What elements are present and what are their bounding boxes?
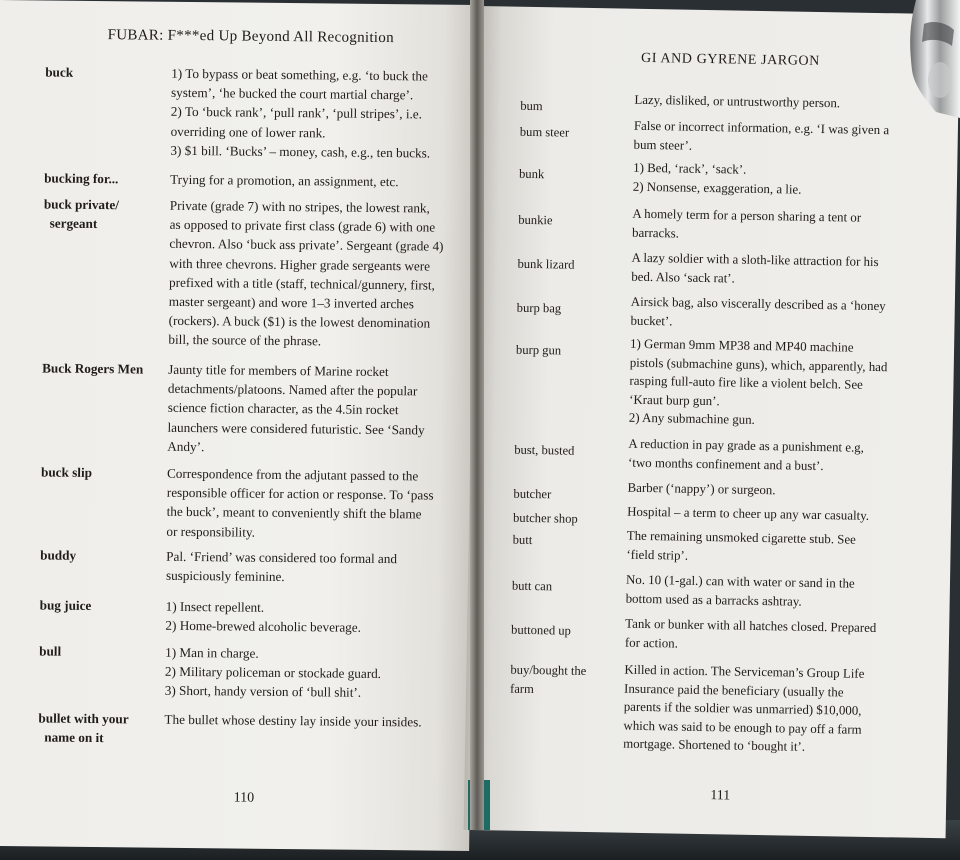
left-page-number: 110: [233, 790, 255, 806]
term-line: farm: [509, 681, 534, 697]
entry-term: [42, 358, 164, 378]
term-line: buck: [45, 64, 74, 80]
glossary-entry: [468, 568, 950, 609]
entry-definition: [167, 360, 448, 459]
definition-line: with three chevrons. Higher grade sergeants were: [169, 255, 431, 274]
definition-line: barracks.: [631, 225, 680, 241]
definition-line: 1) German 9mm MP38 and MP40 machine: [630, 336, 854, 355]
term-line: bull: [39, 643, 62, 659]
term-line: bum: [520, 98, 543, 114]
entry-term: [45, 62, 167, 82]
entry-definition: [634, 91, 900, 114]
entry-term: [510, 661, 621, 701]
definition-line: Trying for a promotion, an assignment, etc.: [170, 171, 399, 190]
definition-line: Insurance paid the beneficiary (usually the: [623, 681, 844, 700]
definition-line: ‘Kraut burp gun’.: [629, 392, 720, 409]
term-line: burp bag: [516, 300, 562, 316]
term-line: butcher: [513, 486, 552, 502]
definition-line: or responsibility.: [166, 523, 256, 540]
entry-term: [516, 341, 626, 362]
term-line: bucking for...: [44, 170, 119, 187]
definition-line: bottom used as a barracks ashtray.: [625, 591, 802, 609]
right-running-head: GI AND GYRENE JARGON: [640, 50, 821, 69]
term-line: bunk lizard: [517, 256, 575, 272]
definition-line: system’, ‘he bucked the court martial charge’.: [170, 84, 414, 103]
definition-line: The remaining unsmoked cigarette stub. See: [626, 528, 856, 547]
entry-term: [513, 485, 623, 506]
entry-definition: [630, 293, 897, 335]
definition-line: launchers were considered futuristic. See ‘Sandy: [167, 419, 425, 438]
definition-line: bum steer’.: [633, 137, 693, 153]
entry-definition: [623, 661, 891, 759]
entry-term: [518, 211, 628, 232]
term-line: sergeant: [49, 215, 98, 232]
entry-term: [514, 441, 624, 462]
definition-line: Tank or bunker with all hatches closed. Prepared: [625, 616, 877, 636]
glossary-entry: [471, 432, 953, 473]
term-line: bust, busted: [514, 442, 575, 458]
entry-term: [44, 194, 166, 233]
right-page-number: 111: [710, 788, 731, 804]
entry-term: [40, 595, 162, 615]
glossary-entry: [477, 88, 959, 114]
entry-definition: [631, 249, 898, 291]
definition-line: 2) Military policeman or stockade guard.: [164, 663, 382, 682]
term-line: buttoned up: [510, 622, 572, 638]
entry-definition: [629, 335, 897, 433]
term-line: burp gun: [515, 342, 562, 358]
definition-line: bill, the source of the phrase.: [168, 332, 322, 349]
entry-definition: [170, 170, 450, 192]
entry-definition: [627, 479, 893, 502]
entry-term: [38, 708, 160, 747]
definition-line: science fiction character, as the 4.5in rocket: [167, 400, 399, 418]
entry-definition: [166, 464, 447, 544]
definition-line: bed. Also ‘sack rat’.: [631, 269, 735, 286]
definition-line: pistols (submachine guns), which, apparently, had: [629, 355, 888, 374]
term-line: name on it: [44, 729, 104, 746]
entry-term: [519, 165, 629, 186]
definition-line: Hospital – a term to cheer up any war casualty.: [627, 504, 870, 523]
definition-line: ‘two months confinement and a bust’.: [627, 455, 824, 473]
term-line: buddy: [40, 547, 77, 563]
definition-line: False or incorrect information, e.g. ‘I was given a: [633, 118, 890, 138]
definition-line: detachments/platoons. Named after the popular: [167, 380, 418, 399]
entry-term: [512, 577, 622, 598]
definition-line: ‘field strip’.: [626, 547, 689, 563]
definition-line: The bullet whose destiny lay inside your insides.: [164, 711, 422, 730]
entry-definition: [633, 159, 900, 201]
entry-definition: [165, 597, 445, 638]
entry-term: [41, 462, 163, 482]
glossary-entry: [0, 462, 473, 540]
definition-line: 2) Nonsense, exaggeration, a lie.: [632, 179, 802, 197]
definition-line: (rockers). A buck ($1) is the lowest denomination: [168, 313, 431, 331]
entry-definition: [164, 710, 444, 732]
entry-term: [517, 299, 627, 320]
term-line: butt: [512, 532, 533, 548]
term-line: buck slip: [40, 464, 93, 480]
definition-line: 2) To ‘buck rank’, ‘pull rank’, ‘pull stripes’, i.e.: [170, 104, 423, 122]
definition-line: 1) Bed, ‘rack’, ‘sack’.: [633, 160, 747, 177]
entry-definition: [632, 205, 899, 247]
glossary-entry: [0, 358, 474, 454]
entry-term: [39, 641, 161, 661]
definition-line: overriding one of lower rank.: [170, 123, 326, 141]
definition-line: mortgage. Shortened to ‘bought it’.: [623, 737, 806, 755]
definition-line: 1) Insect repellent.: [165, 598, 265, 615]
right-page: [464, 6, 960, 838]
definition-line: rasping full-auto fire like a violent belch. See: [629, 373, 863, 392]
entry-term: [44, 168, 166, 188]
definition-line: 1) To bypass or beat something, e.g. ‘to buck the: [171, 65, 428, 84]
glossary-entry: [0, 62, 477, 161]
definition-line: 3) $1 bill. ‘Bucks’ – money, cash, e.g., ten bucks.: [170, 142, 431, 161]
definition-line: A homely term for a person sharing a tent or: [632, 206, 862, 225]
glossary-entry: [474, 246, 956, 286]
book-gutter: [470, 0, 484, 830]
glossary-entry: [0, 708, 471, 746]
entry-definition: [626, 571, 893, 613]
left-running-head: FUBAR: F***ed Up Beyond All Recognition: [107, 27, 395, 47]
entry-definition: [168, 196, 450, 353]
definition-line: Pal. ‘Friend’ was considered too formal and: [166, 548, 398, 567]
definition-line: 2) Home-brewed alcoholic beverage.: [165, 617, 362, 636]
entry-definition: [627, 503, 893, 526]
definition-line: Correspondence from the adjutant passed to the: [166, 465, 419, 484]
term-line: butt can: [511, 578, 553, 594]
definition-line: master sergeant) and wore 1–3 inverted arches: [168, 293, 415, 312]
definition-line: Airsick bag, also viscerally described as a ‘honey: [630, 294, 886, 314]
definition-line: Lazy, disliked, or untrustworthy person.: [634, 92, 841, 111]
term-line: buck private/: [43, 196, 120, 213]
glossary-entry: [0, 545, 472, 585]
entry-term: [513, 531, 623, 552]
glossary-entry: [0, 641, 471, 701]
term-line: bunkie: [518, 212, 553, 228]
definition-line: bucket’.: [630, 313, 673, 329]
entry-definition: [165, 643, 446, 704]
definition-line: 3) Short, handy version of ‘bull shit’.: [164, 683, 362, 701]
term-line: bullet with your: [38, 710, 129, 727]
entry-definition: [628, 435, 895, 477]
glossary-entry: [467, 612, 949, 651]
definition-line: No. 10 (1-gal.) can with water or sand in the: [625, 572, 855, 591]
definition-line: as opposed to private first class (grade 6) with one: [169, 216, 436, 235]
entry-term: [517, 255, 627, 276]
definition-line: parents if the soldier was unmarried) $10,000,: [623, 699, 862, 718]
glossary-entry: [470, 476, 952, 502]
definition-line: Jaunty title for members of Marine rocket: [168, 361, 389, 380]
glossary-entry: [473, 290, 955, 329]
definition-line: Private (grade 7) with no stripes, the lowest rank,: [169, 197, 430, 216]
term-line: bum steer: [519, 124, 570, 140]
glossary-entry: [475, 202, 957, 241]
definition-line: the buck’, meant to conveniently shift the blame: [166, 504, 422, 522]
definition-line: Barber (‘nappy’) or surgeon.: [627, 480, 776, 498]
entry-definition: [625, 615, 892, 657]
definition-line: A reduction in pay grade as a punishment e.g,: [628, 436, 865, 455]
term-line: bunk: [518, 166, 545, 182]
metal-lamp-icon: [906, 0, 960, 118]
left-page: [0, 0, 478, 851]
entry-term: [520, 97, 630, 118]
definition-line: suspiciously feminine.: [165, 567, 285, 585]
definition-line: which was said to be enough to pay off a farm: [623, 718, 862, 737]
definition-line: for action.: [624, 635, 679, 651]
definition-line: chevron. Also ‘buck ass private’. Sergeant (grade 4): [169, 236, 444, 255]
definition-line: prefixed with a title (staff, technical/gunnery, first,: [168, 274, 435, 293]
entry-definition: [633, 117, 900, 159]
entry-definition: [170, 64, 451, 163]
definition-line: A lazy soldier with a sloth-like attraction for his: [631, 250, 879, 270]
entry-term: [513, 509, 623, 530]
glossary-entry: [0, 168, 476, 190]
entry-term: [40, 545, 162, 565]
glossary-entry: [0, 194, 476, 349]
entry-term: [520, 123, 630, 144]
definition-line: 1) Man in charge.: [165, 644, 259, 661]
definition-line: responsible officer for action or response. To ‘pass: [166, 484, 434, 503]
glossary-entry: [467, 658, 949, 755]
term-line: buy/bought the: [510, 662, 587, 678]
glossary-entry: [0, 595, 472, 636]
term-line: Buck Rogers Men: [42, 360, 144, 377]
definition-line: Killed in action. The Serviceman’s Group Life: [624, 662, 865, 681]
entry-definition: [626, 527, 893, 569]
entry-definition: [166, 547, 446, 588]
entry-term: [511, 621, 621, 642]
definition-line: 2) Any submachine gun.: [628, 411, 755, 428]
definition-line: Andy’.: [167, 438, 205, 454]
term-line: bug juice: [39, 597, 92, 613]
term-line: butcher shop: [512, 510, 578, 526]
